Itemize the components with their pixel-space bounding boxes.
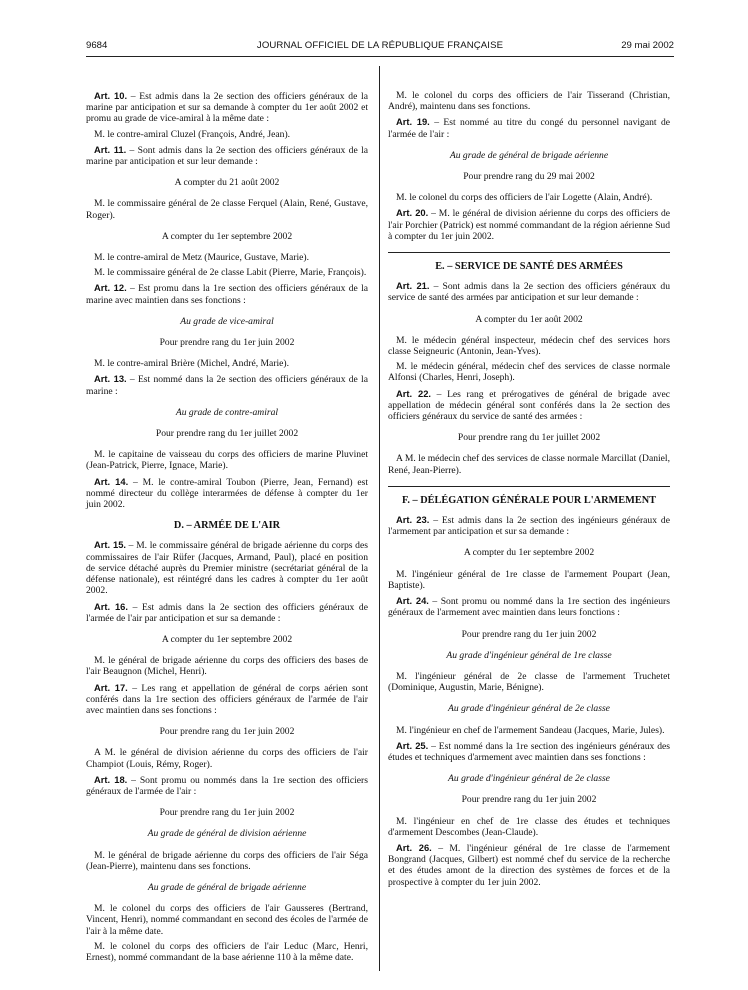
paragraph: M. le contre-amiral de Metz (Maurice, Gustave, Marie). [94,252,309,264]
article-text: – Sont promu ou nommé dans la 1re section des ingénieurs généraux de l'armement avec maintien dans leurs fonctions : [388,596,670,619]
article-label: Art. 13. [94,373,127,385]
article-25 [388,740,670,763]
article-label: Art. 19. [396,116,430,128]
article-label: Art. 25. [396,739,429,751]
article-text: – Est admis dans la 2e section des officiers généraux de la marine par anticipation et sur sa demande à compter du 1er août 2002 et promu au grade de vice-amiral à la même date : [86,91,368,125]
date-line: Pour prendre rang du 1er juillet 2002 [457,432,601,444]
article-label: Art. 22. [396,387,432,399]
paragraph: M. l'ingénieur général de 1re classe de l'armement Poupart (Jean, Baptiste). [388,568,670,591]
section-heading-e: E. – SERVICE DE SANTÉ DES ARMÉES [388,252,670,272]
date-line: A compter du 21 août 2002 [174,177,280,189]
paragraph: M. le médecin général, médecin chef des services de classe normale Alfonsi (Charles, Henri, Joseph). [388,361,670,384]
article-text: – Est nommé au titre du congé du personnel navigant de l'armée de l'air : [388,117,670,140]
article-label: Art. 11. [94,143,127,155]
grade-line: Au grade d'ingénieur général de 2e classe [448,703,610,715]
section-heading-f: F. – DÉLÉGATION GÉNÉRALE POUR L'ARMEMENT [388,486,670,506]
paragraph: M. l'ingénieur en chef de 1re classe des études et techniques d'armement Descombes (Jean-Claude). [388,815,670,838]
column-divider [379,66,380,971]
article-17 [86,682,368,717]
paragraph: A M. le médecin chef des services de classe normale Marcillat (Daniel, René, Jean-Pierre). [388,453,670,476]
date-line: Pour prendre rang du 1er juin 2002 [159,726,295,738]
article-text: – M. l'ingénieur général de 1re classe de l'armement Bongrand (Jacques, Gilbert) est nommé chef du service de la recherche et des études amont de la direction des systèmes de forces et de la prospective à compter du 1er juin 2002. [388,842,670,888]
paragraph: M. l'ingénieur en chef de l'armement Sandeau (Jacques, Marie, Jules). [396,724,665,736]
grade-line: Au grade de général de brigade aérienne [147,881,307,893]
paragraph: M. le colonel du corps des officiers de l'air Gausseres (Bertrand, Vincent, Henri), nommé commandant en second des écoles de l'armée de l'air à la même date. [86,903,368,937]
article-14 [86,476,368,511]
article-label: Art. 23. [396,514,430,526]
paragraph: M. l'ingénieur général de 2e classe de l'armement Truchetet (Dominique, Augustin, Marie, Bénigne). [388,670,670,694]
date-line: A compter du 1er août 2002 [475,313,583,325]
grade-line: Au grade d'ingénieur général de 1re classe [446,649,612,661]
article-15 [86,539,368,596]
header-rule [86,56,674,57]
date-line: Pour prendre rang du 1er juin 2002 [461,794,597,806]
article-19 [388,116,670,139]
paragraph: A M. le général de division aérienne du corps des officiers de l'air Champiot (Louis, Rémy, Roger). [86,747,368,770]
article-label: Art. 26. [396,841,432,853]
journal-title: JOURNAL OFFICIEL DE LA RÉPUBLIQUE FRANÇAISE [256,40,504,51]
article-text: – M. le contre-amiral Toubon (Pierre, Jean, Fernand) est nommé directeur du collège interarmées de défense à compter du 1er juin 2002. [86,476,368,511]
article-label: Art. 21. [396,280,430,292]
page-header [86,40,674,56]
article-text: – Les rang et prérogatives de général de brigade avec appellation de médecin général sont conférés dans la 2e section des officiers généraux du service de santé des armées : [388,388,670,423]
date-line: Pour prendre rang du 1er juin 2002 [159,337,295,349]
date-line: A compter du 1er septembre 2002 [161,633,293,645]
article-text: – Est nommé dans la 1re section des ingénieurs généraux des études et techniques d'armement avec maintien dans ses fonctions : [388,740,670,763]
paragraph: M. le général de brigade aérienne du corps des officiers des bases de l'air Beaugnon (Michel, Henri). [86,655,368,678]
article-label: Art. 10. [94,90,128,101]
article-21 [388,280,670,303]
article-label: Art. 24. [396,595,429,607]
article-text: – Sont promu ou nommés dans la 1re section des officiers généraux de l'armée de l'air : [86,774,368,797]
article-label: Art. 20. [396,207,429,219]
grade-line: Au grade de général de division aérienne [147,828,307,840]
article-16 [86,601,368,624]
paragraph: M. le colonel du corps des officiers de l'air Logette (Alain, André). [396,192,653,204]
paragraph: M. le capitaine de vaisseau du corps des officiers de marine Pluvinet (Jean-Patrick, Pierre, Ignace, Marie). [86,449,368,472]
date-line: A compter du 1er septembre 2002 [463,547,595,559]
right-column [388,90,670,892]
article-text: – Est promu dans la 1re section des officiers généraux de la marine avec maintien dans ses fonctions : [86,283,368,306]
paragraph: M. le contre-amiral Brière (Michel, André, Marie). [94,358,289,370]
date-line: Pour prendre rang du 29 mai 2002 [463,171,595,183]
article-label: Art. 15. [94,539,127,551]
article-23 [388,514,670,537]
paragraph: M. le commissaire général de 2e classe Ferquel (Alain, René, Gustave, Roger). [86,198,368,221]
article-20 [388,207,670,242]
section-heading-d: D. – ARMÉE DE L'AIR [173,520,281,532]
left-column [86,90,368,967]
article-label: Art. 17. [94,681,128,693]
article-22 [388,388,670,423]
article-label: Art. 14. [94,475,129,487]
article-label: Art. 12. [94,282,127,294]
date-line: A compter du 1er septembre 2002 [161,230,293,242]
article-text: – Sont admis dans la 2e section des officiers généraux du service de santé des armées par anticipation et sur leur demande : [388,281,670,304]
article-18 [86,774,368,797]
grade-line: Au grade de général de brigade aérienne [449,149,609,161]
article-26 [388,842,670,888]
paragraph: M. le contre-amiral Cluzel (François, André, Jean). [94,128,291,140]
grade-line: Au grade de vice-amiral [180,315,274,327]
article-text: – M. le général de division aérienne du corps des officiers de l'air Porchier (Patrick) est nommé commandant de la région aérienne Sud à compter du 1er juin 2002. [388,208,671,242]
grade-line: Au grade de contre-amiral [175,406,279,418]
page-number: 9684 [86,40,108,51]
article-24 [388,595,670,618]
date-line: Pour prendre rang du 1er juillet 2002 [155,428,299,440]
date-line: Pour prendre rang du 1er juin 2002 [461,628,597,640]
paragraph: M. le commissaire général de 2e classe Labit (Pierre, Marie, François). [94,267,367,279]
grade-line: Au grade d'ingénieur général de 2e classe [448,773,610,785]
paragraph: M. le médecin général inspecteur, médecin chef des services hors classe Seigneuric (Antonin, Jean-Yves). [388,334,670,358]
article-text: – M. le commissaire général de brigade aérienne du corps des commissaires de l'air Rüfer (Jacques, Armand, Paul), placé en position de service détaché auprès du Premier ministre (secrétariat général de la défense nationale), est réintégré dans les cadres à compter du 1er août 2002. [86,540,368,597]
date-line: Pour prendre rang du 1er juin 2002 [159,807,295,819]
article-12 [86,282,368,305]
article-text: – Les rang et appellation de général de corps aérien sont conférés dans la 1re section des officiers généraux de l'armée de l'air avec maintien dans ses fonctions : [86,682,368,716]
paragraph: M. le colonel du corps des officiers de l'air Tisserand (Christian, André), maintenu dans ses fonctions. [388,90,670,113]
article-label: Art. 16. [94,600,128,612]
article-text: – Est admis dans la 2e section des ingénieurs généraux de l'armement par anticipation et sur sa demande : [388,515,670,538]
article-11 [86,144,368,167]
article-text: – Est nommé dans la 2e section des officiers généraux de la marine : [86,374,368,397]
paragraph: M. le général de brigade aérienne du corps des officiers de l'air Séga (Jean-Pierre), maintenu dans ses fonctions. [86,849,368,872]
article-label: Art. 18. [94,773,128,785]
article-text: – Est admis dans la 2e section des officiers généraux de l'armée de l'air par anticipation et sur sa demande : [86,601,368,624]
article-text: – Sont admis dans la 2e section des officiers généraux de la marine par anticipation et sur leur demande : [86,144,368,168]
article-10 [86,90,368,125]
issue-date: 29 mai 2002 [621,40,674,51]
paragraph: M. le colonel du corps des officiers de l'air Leduc (Marc, Henri, Ernest), nommé commandant de la base aérienne 110 à la même date. [86,940,368,963]
article-13 [86,373,368,396]
